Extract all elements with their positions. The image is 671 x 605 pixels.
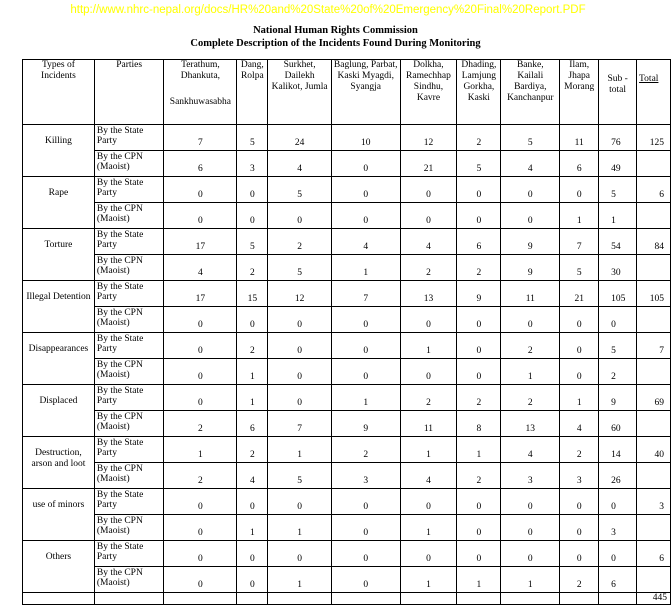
value-cell: 0 — [237, 307, 268, 333]
value-cell: 0 — [237, 203, 268, 229]
total-cell — [637, 515, 671, 541]
value-cell: 1 — [268, 515, 332, 541]
value-cell: 1 — [457, 567, 501, 593]
value-cell: 13 — [400, 281, 457, 307]
value-cell: 0 — [164, 541, 237, 567]
value-cell: 0 — [268, 359, 332, 385]
value-cell: 0 — [331, 177, 400, 203]
value-cell: 0 — [457, 177, 501, 203]
value-cell: 0 — [268, 333, 332, 359]
header-district-3: Surkhet, Dailekh Kalikot, Jumla — [268, 60, 332, 125]
value-cell: 2 — [501, 385, 560, 411]
value-cell: 0 — [501, 489, 560, 515]
value-cell: 2 — [457, 463, 501, 489]
value-cell: 0 — [457, 489, 501, 515]
incident-type-cell: Killing — [23, 125, 95, 177]
value-cell: 21 — [400, 151, 457, 177]
document-subtitle: Complete Description of the Incidents Found During Monitoring — [190, 38, 481, 49]
party-cell: By the State Party — [94, 385, 164, 411]
header-district-1-bottom: Sankhuwasabha — [169, 97, 231, 107]
value-cell: 0 — [331, 515, 400, 541]
incident-type-cell: Illegal Detention — [23, 281, 95, 333]
value-cell: 1 — [400, 567, 457, 593]
total-cell — [637, 463, 671, 489]
value-cell: 0 — [400, 359, 457, 385]
subtotal-cell: 60 — [599, 411, 637, 437]
value-cell: 4 — [501, 151, 560, 177]
subtotal-cell: 9 — [599, 385, 637, 411]
value-cell: 11 — [501, 281, 560, 307]
value-cell: 0 — [237, 541, 268, 567]
value-cell: 7 — [331, 281, 400, 307]
value-cell: 0 — [164, 489, 237, 515]
total-cell: 84 — [637, 229, 671, 255]
party-cell: By the State Party — [94, 489, 164, 515]
party-cell: By the State Party — [94, 229, 164, 255]
table-row — [23, 177, 671, 203]
table-row — [23, 125, 671, 151]
value-cell: 0 — [501, 177, 560, 203]
value-cell: 0 — [268, 203, 332, 229]
value-cell: 6 — [164, 151, 237, 177]
value-cell: 0 — [268, 307, 332, 333]
value-cell: 5 — [268, 255, 332, 281]
value-cell: 0 — [457, 307, 501, 333]
subtotal-cell: 105 — [599, 281, 637, 307]
value-cell: 4 — [268, 151, 332, 177]
party-cell: By the CPN (Maoist) — [94, 307, 164, 333]
table-row — [23, 463, 671, 489]
value-cell: 4 — [400, 229, 457, 255]
party-cell: By the CPN (Maoist) — [94, 515, 164, 541]
value-cell: 5 — [237, 229, 268, 255]
value-cell: 1 — [237, 385, 268, 411]
value-cell: 0 — [164, 515, 237, 541]
value-cell: 0 — [331, 151, 400, 177]
value-cell: 4 — [331, 229, 400, 255]
value-cell: 0 — [331, 567, 400, 593]
table-row — [23, 307, 671, 333]
value-cell: 1 — [560, 203, 599, 229]
party-cell: By the State Party — [94, 125, 164, 151]
value-cell: 0 — [501, 541, 560, 567]
total-cell: 6 — [637, 177, 671, 203]
value-cell: 4 — [560, 411, 599, 437]
value-cell: 7 — [560, 229, 599, 255]
incident-type-cell: Others — [23, 541, 95, 593]
value-cell: 1 — [501, 359, 560, 385]
grand-total-cell: 445 — [637, 593, 671, 605]
value-cell: 0 — [501, 515, 560, 541]
subtotal-cell: 54 — [599, 229, 637, 255]
table-row — [23, 359, 671, 385]
value-cell: 0 — [237, 567, 268, 593]
value-cell: 12 — [268, 281, 332, 307]
value-cell: 6 — [237, 411, 268, 437]
header-district-4: Baglung, Parbat, Kaski Myagdi, Syangja — [331, 60, 400, 125]
value-cell: 2 — [560, 567, 599, 593]
value-cell: 1 — [237, 359, 268, 385]
party-cell: By the CPN (Maoist) — [94, 151, 164, 177]
header-district-2: Dang, Rolpa — [237, 60, 268, 125]
header-total-label: Total — [639, 74, 659, 84]
value-cell: 0 — [164, 203, 237, 229]
subtotal-cell: 1 — [599, 203, 637, 229]
value-cell: 3 — [501, 463, 560, 489]
value-cell: 0 — [331, 333, 400, 359]
value-cell: 0 — [164, 567, 237, 593]
value-cell: 3 — [331, 463, 400, 489]
subtotal-cell: 76 — [599, 125, 637, 151]
value-cell: 1 — [164, 437, 237, 463]
subtotal-cell: 2 — [599, 359, 637, 385]
subtotal-cell: 0 — [599, 489, 637, 515]
value-cell: 1 — [400, 333, 457, 359]
value-cell: 0 — [400, 177, 457, 203]
value-cell: 2 — [237, 437, 268, 463]
value-cell: 0 — [560, 359, 599, 385]
value-cell: 2 — [331, 437, 400, 463]
party-cell: By the CPN (Maoist) — [94, 203, 164, 229]
incident-type-cell: Destruction, arson and loot — [23, 437, 95, 489]
party-cell: By the CPN (Maoist) — [94, 463, 164, 489]
table-row — [23, 515, 671, 541]
value-cell: 0 — [501, 203, 560, 229]
total-cell: 3 — [637, 489, 671, 515]
value-cell: 7 — [164, 125, 237, 151]
value-cell: 5 — [457, 151, 501, 177]
total-cell: 69 — [637, 385, 671, 411]
value-cell: 4 — [400, 463, 457, 489]
table-row — [23, 151, 671, 177]
subtotal-cell: 26 — [599, 463, 637, 489]
value-cell: 8 — [457, 411, 501, 437]
value-cell: 0 — [164, 177, 237, 203]
table-row — [23, 411, 671, 437]
value-cell: 2 — [268, 229, 332, 255]
value-cell: 1 — [501, 567, 560, 593]
value-cell: 5 — [560, 255, 599, 281]
value-cell: 2 — [237, 255, 268, 281]
value-cell: 11 — [560, 125, 599, 151]
table-row — [23, 255, 671, 281]
value-cell: 10 — [331, 125, 400, 151]
table-row — [23, 489, 671, 515]
subtotal-cell: 14 — [599, 437, 637, 463]
party-cell: By the State Party — [94, 541, 164, 567]
value-cell: 5 — [268, 463, 332, 489]
value-cell: 0 — [560, 515, 599, 541]
value-cell: 0 — [237, 177, 268, 203]
value-cell: 0 — [560, 489, 599, 515]
value-cell: 0 — [560, 177, 599, 203]
value-cell: 0 — [560, 333, 599, 359]
value-cell: 0 — [331, 541, 400, 567]
value-cell: 0 — [560, 307, 599, 333]
value-cell: 0 — [237, 489, 268, 515]
subtotal-cell: 49 — [599, 151, 637, 177]
value-cell: 2 — [457, 255, 501, 281]
value-cell: 0 — [164, 359, 237, 385]
value-cell: 1 — [400, 437, 457, 463]
total-cell — [637, 411, 671, 437]
incident-type-cell: Torture — [23, 229, 95, 281]
total-cell: 105 — [637, 281, 671, 307]
value-cell: 15 — [237, 281, 268, 307]
document-title: National Human Rights Commission — [253, 25, 418, 36]
incident-type-cell: Disappearances — [23, 333, 95, 385]
party-cell: By the CPN (Maoist) — [94, 255, 164, 281]
value-cell: 2 — [457, 385, 501, 411]
value-cell: 0 — [400, 203, 457, 229]
table-row — [23, 567, 671, 593]
value-cell: 1 — [237, 515, 268, 541]
value-cell: 0 — [400, 489, 457, 515]
value-cell: 24 — [268, 125, 332, 151]
value-cell: 13 — [501, 411, 560, 437]
value-cell: 0 — [457, 359, 501, 385]
value-cell: 3 — [560, 463, 599, 489]
party-cell: By the State Party — [94, 177, 164, 203]
value-cell: 9 — [501, 229, 560, 255]
value-cell: 0 — [457, 541, 501, 567]
value-cell: 0 — [268, 385, 332, 411]
party-cell: By the State Party — [94, 437, 164, 463]
total-cell — [637, 255, 671, 281]
value-cell: 7 — [268, 411, 332, 437]
subtotal-cell: 0 — [599, 541, 637, 567]
party-cell: By the CPN (Maoist) — [94, 359, 164, 385]
value-cell: 1 — [560, 385, 599, 411]
value-cell: 0 — [331, 489, 400, 515]
total-cell: 125 — [637, 125, 671, 151]
value-cell: 0 — [331, 359, 400, 385]
value-cell: 4 — [237, 463, 268, 489]
table-row — [23, 229, 671, 255]
subtotal-cell: 30 — [599, 255, 637, 281]
header-types: Types of Incidents — [23, 60, 95, 125]
total-cell: 40 — [637, 437, 671, 463]
value-cell: 0 — [400, 541, 457, 567]
party-cell: By the State Party — [94, 333, 164, 359]
value-cell: 4 — [164, 255, 237, 281]
value-cell: 2 — [560, 437, 599, 463]
value-cell: 12 — [400, 125, 457, 151]
header-district-7: Banke, Kailali Bardiya, Kanchanpur — [501, 60, 560, 125]
total-cell — [637, 567, 671, 593]
subtotal-cell: 5 — [599, 333, 637, 359]
value-cell: 0 — [268, 541, 332, 567]
value-cell: 5 — [268, 177, 332, 203]
value-cell: 2 — [237, 333, 268, 359]
header-subtotal: Sub -total — [599, 60, 637, 125]
value-cell: 1 — [268, 437, 332, 463]
party-cell: By the CPN (Maoist) — [94, 411, 164, 437]
table-row — [23, 333, 671, 359]
incident-type-cell: use of minors — [23, 489, 95, 541]
subtotal-cell: 5 — [599, 177, 637, 203]
subtotal-cell: 3 — [599, 515, 637, 541]
incidents-table — [22, 59, 671, 605]
value-cell: 6 — [457, 229, 501, 255]
value-cell: 0 — [331, 307, 400, 333]
value-cell: 0 — [164, 307, 237, 333]
value-cell: 0 — [457, 515, 501, 541]
total-cell: 7 — [637, 333, 671, 359]
value-cell: 0 — [457, 333, 501, 359]
incident-type-cell: Displaced — [23, 385, 95, 437]
value-cell: 0 — [164, 333, 237, 359]
table-row — [23, 281, 671, 307]
value-cell: 9 — [501, 255, 560, 281]
total-cell — [637, 359, 671, 385]
value-cell: 1 — [400, 515, 457, 541]
value-cell: 3 — [237, 151, 268, 177]
value-cell: 1 — [331, 255, 400, 281]
value-cell: 2 — [457, 125, 501, 151]
value-cell: 17 — [164, 229, 237, 255]
table-row — [23, 385, 671, 411]
header-district-1-top: Terathum, Dhankuta, — [180, 60, 221, 81]
value-cell: 2 — [164, 463, 237, 489]
header-total — [637, 60, 671, 125]
value-cell: 2 — [400, 385, 457, 411]
value-cell: 5 — [237, 125, 268, 151]
table-row — [23, 203, 671, 229]
value-cell: 9 — [457, 281, 501, 307]
total-cell: 6 — [637, 541, 671, 567]
value-cell: 1 — [268, 567, 332, 593]
value-cell: 17 — [164, 281, 237, 307]
value-cell: 9 — [331, 411, 400, 437]
value-cell: 2 — [400, 255, 457, 281]
value-cell: 0 — [164, 385, 237, 411]
incident-type-cell: Rape — [23, 177, 95, 229]
header-parties: Parties — [94, 60, 164, 125]
total-cell — [637, 307, 671, 333]
subtotal-cell: 0 — [599, 307, 637, 333]
total-cell — [637, 203, 671, 229]
party-cell: By the State Party — [94, 281, 164, 307]
source-url[interactable]: http://www.nhrc-nepal.org/docs/HR%20and%20State%20of%20Emergency%20Final%20Report.PDF — [70, 4, 586, 16]
value-cell: 1 — [457, 437, 501, 463]
subtotal-cell: 6 — [599, 567, 637, 593]
party-cell: By the CPN (Maoist) — [94, 567, 164, 593]
value-cell: 1 — [331, 385, 400, 411]
header-district-5: Dolkha, Ramechhap Sindhu, Kavre — [400, 60, 457, 125]
total-cell — [637, 151, 671, 177]
value-cell: 0 — [268, 489, 332, 515]
value-cell: 2 — [501, 333, 560, 359]
value-cell: 6 — [560, 151, 599, 177]
value-cell: 5 — [501, 125, 560, 151]
value-cell: 4 — [501, 437, 560, 463]
value-cell: 0 — [457, 203, 501, 229]
value-cell: 0 — [400, 307, 457, 333]
table-header-row — [23, 60, 671, 125]
value-cell: 2 — [164, 411, 237, 437]
value-cell: 0 — [501, 307, 560, 333]
value-cell: 0 — [560, 541, 599, 567]
value-cell: 11 — [400, 411, 457, 437]
value-cell: 21 — [560, 281, 599, 307]
header-district-1 — [164, 60, 237, 125]
table-row — [23, 541, 671, 567]
header-district-8: Ilam, Jhapa Morang — [560, 60, 599, 125]
header-district-6: Dhading, Lamjung Gorkha, Kaski — [457, 60, 501, 125]
value-cell: 0 — [331, 203, 400, 229]
table-body — [23, 125, 671, 605]
table-row — [23, 437, 671, 463]
